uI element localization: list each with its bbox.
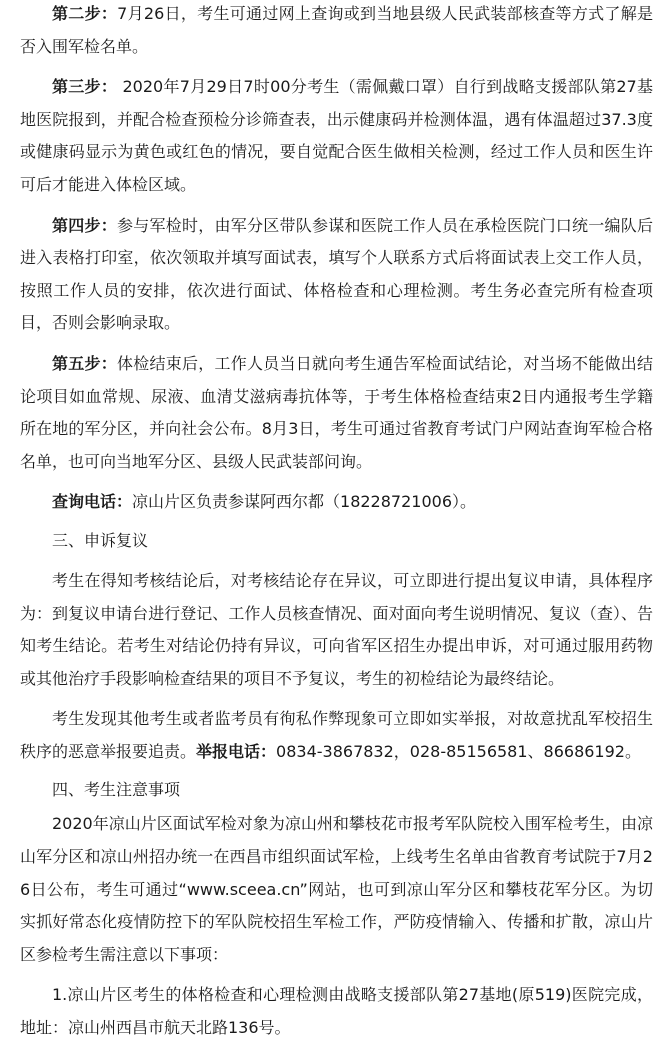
step2-text: 7月26日，考生可通过网上查询或到当地县级人民武装部核查等方式了解是否入围军检名单。 [20, 4, 653, 56]
step3-paragraph [20, 71, 653, 201]
report-paragraph [20, 703, 653, 768]
section4-heading: 四、考生注意事项 [52, 780, 181, 800]
step4-paragraph [20, 210, 653, 340]
step2-label: 第二步： [52, 4, 118, 23]
inquiry-label: 查询电话： [52, 492, 133, 512]
section3-heading: 三、申诉复议 [52, 530, 149, 550]
step3-text: 2020年7月29日7时00分考生（需佩戴口罩）自行到战略支援部队第27基地医院报到，并配合检查预检分诊筛查表，出示健康码并检测体温，遇有体温超过37.3度或健康码显示为黄色或红色的情况，要自觉配合医生做相关检测，经过工作人员和医生许可后才能进入体检区域。 [20, 77, 653, 194]
step5-paragraph [20, 348, 653, 478]
appeal-paragraph: 考生在得知考核结论后，对考核结论存在异议，可立即进行提出复议申请，具体程序为：到复议申请台进行登记、工作人员核查情况、面对面向考生说明情况、复议（查）、告知考生结论。若考生对结论仍持有异议，可向省军区招生办提出申诉，对可通过服用药物或其他治疗手段影响检查结果的项目不予复议，考生的初检结论为最终结论。 [20, 570, 653, 688]
inquiry-text: 凉山片区负责参谋阿西尔都（18228721006）。 [132, 492, 476, 512]
step4-text: 参与军检时，由军分区带队参谋和医院工作人员在承检医院门口统一编队后进入表格打印室，依次领取并填写面试表，填写个人联系方式后将面试表上交工作人员，按照工作人员的安排，依次进行面试、体格检查和心理检测。考生务必查完所有检查项目，否则会影响录取。 [20, 215, 653, 333]
inquiry-paragraph [20, 486, 653, 519]
item1-paragraph: 1.凉山片区考生的体格检查和心理检测由战略支援部队第27基地(原519)医院完成，地址：凉山州西昌市航天北路136号。 [20, 985, 653, 1038]
step4-label: 第四步： [52, 215, 117, 235]
step5-text: 体检结束后，工作人员当日就向考生通告军检面试结论，对当场不能做出结论项目如血常规、尿液、血清艾滋病毒抗体等，于考生体格检查结束2日内通报考生学籍所在地的军分区，并向社会公布。8月3日，考生可通过省教育考试门户网站查询军检合格名单，也可向当地军分区、县级人民武装部问询。 [20, 353, 653, 471]
step2-paragraph [20, 0, 653, 63]
step5-label: 第五步： [52, 353, 117, 373]
report-phones: 0834-3867832，028-85156581、86686192。 [276, 741, 641, 761]
report-text: 考生发现其他考生或者监考员有徇私作弊现象可立即如实举报，对故意扰乱军校招生秩序的恶意举报要追责。 [20, 709, 653, 761]
step3-label: 第三步： [52, 77, 118, 97]
notice-paragraph: 2020年凉山片区面试军检对象为凉山州和攀枝花市报考军队院校入围军检考生，由凉山军分区和凉山州招办统一在西昌市组织面试军检，上线考生名单由省教育考试院于7月26日公布，考生可通过“www.sceea.cn”网站，也可到凉山军分区和攀枝花军分区。为切实抓好常态化疫情防控下的军队院校招生军检工作，严防疫情输入、传播和扩散，凉山片区参检考生需注意以下事项： [20, 814, 653, 964]
report-label: 举报电话： [196, 741, 277, 761]
